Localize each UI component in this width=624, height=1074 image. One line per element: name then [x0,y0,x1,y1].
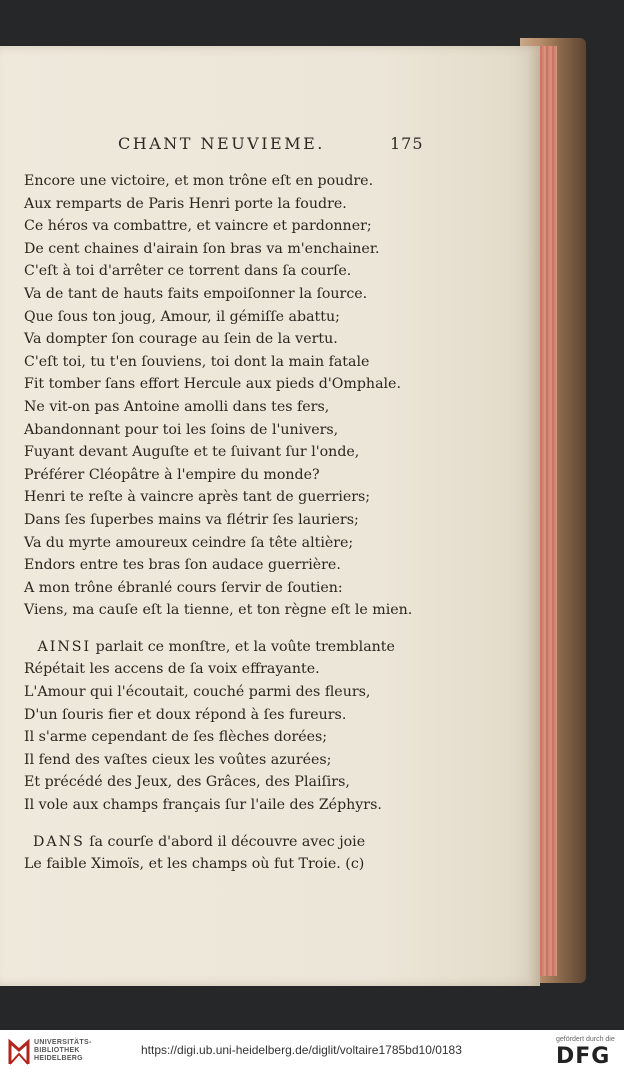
verse-line: Viens, ma cauſe eſt la tienne, et ton règne eſt le mien. [24,602,413,619]
verse-line: De cent chaines d'airain ſon bras va m'enchainer. [24,240,380,257]
verse-line [24,636,416,659]
verse-line: Abandonnant pour toi les ſoins de l'univers, [24,421,339,438]
verse-line-rest: ſa courſe d'abord il découvre avec joie [84,833,366,850]
verse-line: C'eſt à toi d'arrêter ce torrent dans ſa courſe. [24,263,352,280]
sponsor-text: gefördert durch die [556,1036,615,1043]
verse-line: Préférer Cléopâtre à l'empire du monde? [24,466,320,483]
verse-line: Va de tant de hauts faits empoiſonner la ſource. [24,285,368,302]
library-name: UNIVERSITÄTS- BIBLIOTHEK HEIDELBERG [34,1039,92,1062]
verse-line: Il s'arme cependant de ſes flèches dorées; [24,729,328,746]
verse-line: Va dompter ſon courage au ſein de la vertu. [24,331,338,348]
header-title: CHANT NEUVIEME. [118,134,325,153]
verse-line: L'Amour qui l'écoutait, couché parmi des fleurs, [24,684,371,701]
stanza-gap [24,622,416,636]
university-library-logo-icon [8,1038,30,1066]
verse-line: C'eſt toi, tu t'en ſouviens, toi dont la main fatale [24,353,370,370]
verse-line: Il fend des vaſtes cieux les voûtes azurées; [24,751,332,768]
stanza-opening-word: DANS [33,833,85,850]
verse-line: Encore une victoire, et mon trône eſt en poudre. [24,173,374,189]
page-number: 175 [390,134,424,153]
book-page [0,46,540,986]
running-header [118,134,424,153]
viewer-footer [0,1030,624,1074]
verse-line-rest: parlait ce monſtre, et la voûte tremblante [91,638,395,655]
verse-line: Fuyant devant Auguſte et te ſuivant ſur l'onde, [24,444,360,461]
verse-line: Ce héros va combattre, et vaincre et pardonner; [24,218,372,235]
red-page-edge [537,46,557,976]
verse-line: Endors entre tes bras ſon audace guerrière. [24,557,341,574]
verse-line: Aux remparts de Paris Henri porte la foudre. [24,195,347,212]
verse-line: Ne vit-on pas Antoine amolli dans tes fers, [24,398,330,415]
permalink-url[interactable]: https://digi.ub.uni-heidelberg.de/diglit/voltaire1785bd10/0183 [141,1043,462,1057]
dfg-logo: DFG [556,1044,611,1069]
verse-line: A mon trône ébranlé cours ſervir de ſoutien: [24,579,343,596]
verse-line: Henri te reſte à vaincre après tant de guerriers; [24,489,371,506]
verse-line: Dans ſes ſuperbes mains va flétrir ſes lauriers; [24,511,359,528]
verse-line: Fit tomber ſans effort Hercule aux pieds d'Omphale. [24,376,401,393]
verse-line: Répétait les accens de ſa voix effrayante. [24,661,320,678]
verse-line: Et précédé des Jeux, des Grâces, des Plaiſirs, [24,774,350,791]
poem-text [24,170,416,876]
verse-line [24,831,416,854]
stanza-gap [24,817,416,831]
verse-line: D'un ſouris fier et doux répond à ſes fureurs. [24,706,347,723]
verse-line: Il vole aux champs français ſur l'aile des Zéphyrs. [24,797,382,814]
verse-line: Va du myrte amoureux ceindre ſa tête altière; [24,534,354,551]
verse-line: Le faible Ximoïs, et les champs où fut Troie. (c) [24,856,365,873]
stanza-opening-word: AINSI [37,638,92,655]
verse-line: Que ſous ton joug, Amour, il gémiſſe abattu; [24,308,340,325]
